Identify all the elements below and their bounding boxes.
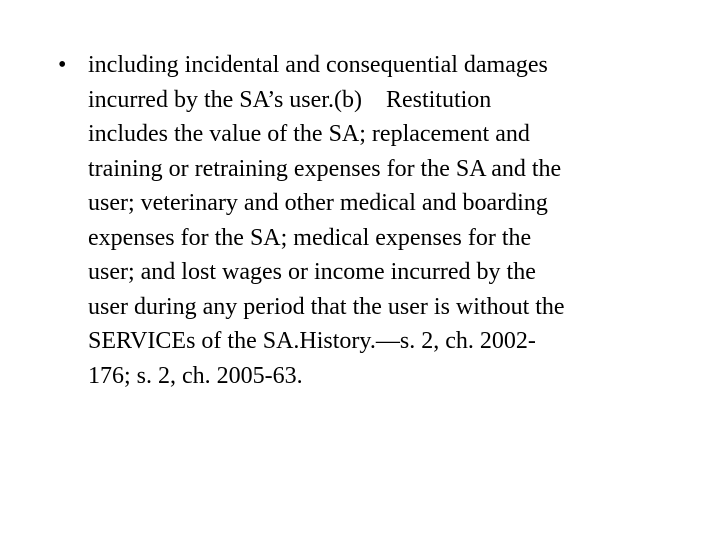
text-line: including incidental and consequential damages [88, 52, 548, 78]
text-line: user during any period that the user is without the [88, 293, 565, 320]
text-line: user; and lost wages or income incurred by the [88, 259, 536, 285]
bullet-list [52, 48, 662, 393]
text-line: 176; s. 2, ch. 2005-63. [88, 362, 303, 389]
bullet-item [52, 48, 662, 393]
text-line: incurred by the SA’s user.(b) Restitution [88, 86, 492, 113]
bullet-marker: • [58, 52, 67, 78]
text-line: includes the value of the SA; replacement and [88, 121, 530, 147]
text-line: expenses for the SA; medical expenses for the [88, 224, 532, 251]
text-line: SERVICEs of the SA.History.—s. 2, ch. 2002- [88, 328, 536, 354]
text-line: training or retraining expenses for the SA and the [88, 155, 562, 182]
bullet-text [88, 48, 662, 393]
text-line: user; veterinary and other medical and boarding [88, 190, 548, 216]
